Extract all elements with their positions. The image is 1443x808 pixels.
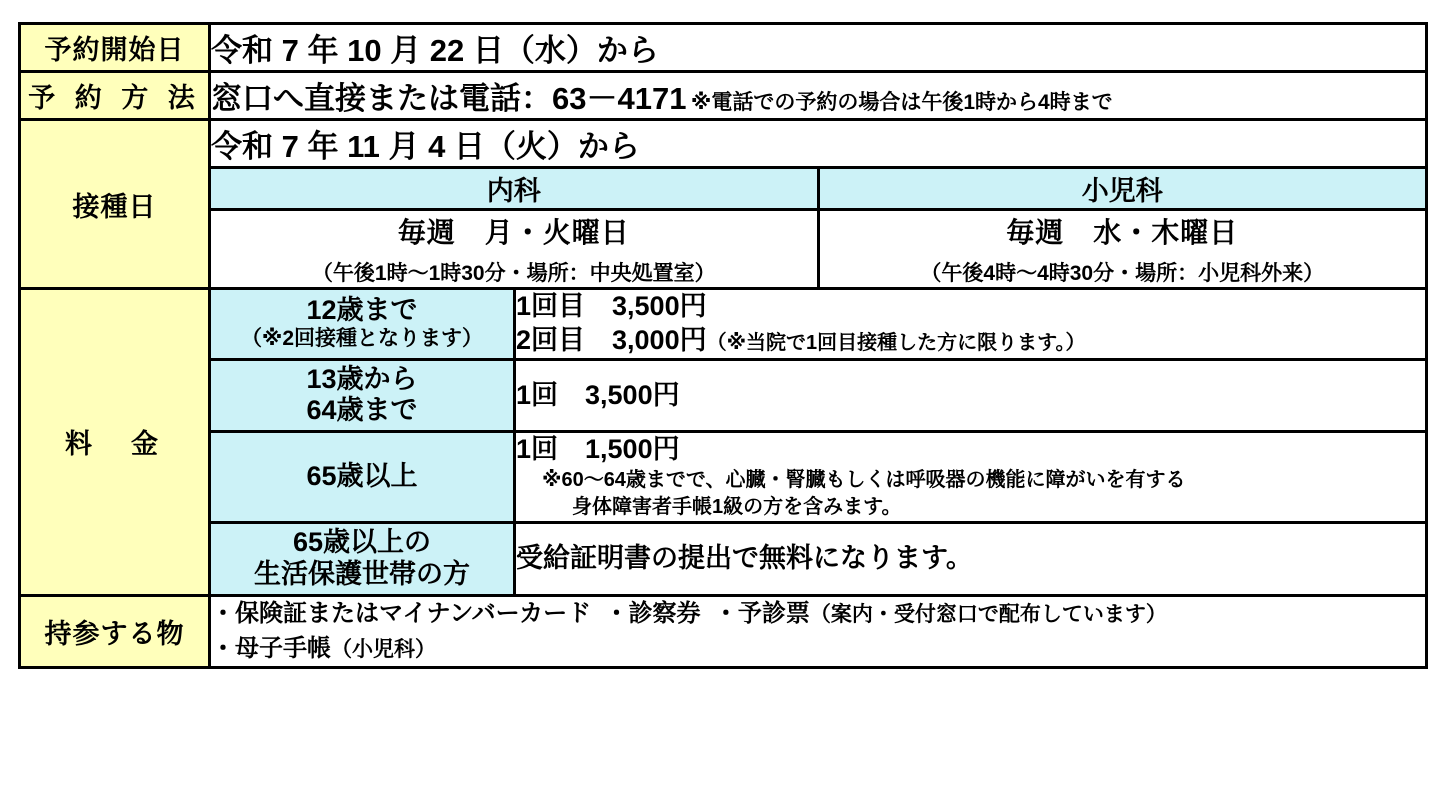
fee-category-welfare-line2: 生活保護世帯の方 — [254, 558, 470, 589]
bring-item-maternal: ・母子手帳 — [211, 634, 331, 662]
row-value-bring — [210, 595, 1427, 668]
row-label-reservation-start: 予約開始日 — [20, 24, 210, 72]
naika-days: 毎週 月・火曜日 — [397, 217, 630, 248]
fee-category-under12-main: 12歳まで — [306, 295, 418, 326]
shonika-detail: （午後4時〜4時30分・場所：小児科外来） — [920, 262, 1325, 285]
row-label-bring: 持参する物 — [20, 595, 210, 668]
row-label-fee: 料 金 — [20, 289, 210, 596]
reservation-method-note: ※電話での予約の場合は午後1時から4時まで — [690, 91, 1113, 114]
bring-item-maternal-note: （小児科） — [331, 637, 436, 661]
fee-category-under12 — [210, 289, 515, 360]
bring-item-card: ・診察券 — [604, 599, 701, 627]
vaccination-day-inner-table — [211, 121, 1425, 287]
table-row-fee-welfare — [20, 523, 1427, 596]
fee-under12-line1: 1回目 3,500円 — [516, 291, 707, 321]
row-label-reservation-method: 予 約 方 法 — [20, 72, 210, 120]
reservation-method-main: 窓口へ直接または電話：63－4171 — [211, 81, 687, 116]
vaccination-start-cell — [211, 121, 1425, 168]
bring-line-1 — [211, 597, 1425, 632]
fee-category-under12-sub: （※2回接種となります） — [240, 327, 484, 351]
fee-under12-line2-note: （※当院で1回目接種した方に限ります。） — [706, 331, 1086, 354]
department-detail-shonika — [818, 210, 1425, 288]
row-label-vaccination-day: 接種日 — [20, 120, 210, 289]
fee-value-under12 — [515, 289, 1427, 360]
row-value-vaccination-day — [210, 120, 1427, 289]
fee-category-welfare — [210, 523, 515, 596]
department-header-row — [211, 168, 1425, 210]
vaccination-start-text: 令和 7 年 11 月 4 日（火）から — [211, 129, 640, 164]
bring-item-insurance: ・保険証またはマイナンバーカード — [211, 599, 592, 627]
table-row-fee-65plus — [20, 432, 1427, 523]
fee-category-13to64-line1: 13歳から — [306, 363, 418, 394]
table-row-fee-under12 — [20, 289, 1427, 360]
fee-category-welfare-line1: 65歳以上の — [292, 527, 432, 558]
shonika-days: 毎週 水・木曜日 — [1006, 217, 1239, 248]
department-name-naika: 内科 — [211, 168, 818, 210]
fee-value-65plus — [515, 432, 1427, 523]
bring-item-questionnaire-note: （案内・受付窓口で配布しています） — [809, 602, 1167, 626]
table-row-bring — [20, 595, 1427, 668]
table-row-vaccination-day — [20, 120, 1427, 289]
reservation-start-text: 令和 7 年 10 月 22 日（水）から — [211, 33, 659, 68]
fee-welfare-line1: 受給証明書の提出で無料になります。 — [516, 543, 973, 573]
fee-under12-line2: 2回目 3,000円 — [516, 324, 707, 355]
department-detail-naika — [211, 210, 818, 288]
fee-65plus-note2: 身体障害者手帳1級の方を含みます。 — [572, 496, 902, 518]
fee-value-13to64 — [515, 359, 1427, 432]
table-row-fee-13to64 — [20, 359, 1427, 432]
fee-category-13to64 — [210, 359, 515, 432]
row-value-reservation-method — [210, 72, 1427, 120]
fee-65plus-line1: 1回 1,500円 — [516, 434, 680, 465]
fee-under12-line2-wrap — [516, 324, 1425, 358]
vaccination-start-row — [211, 121, 1425, 168]
row-value-reservation-start — [210, 24, 1427, 72]
fee-category-13to64-line2: 64歳まで — [306, 395, 418, 426]
fee-value-welfare — [515, 523, 1427, 596]
department-name-shonika: 小児科 — [818, 168, 1425, 210]
department-detail-row — [211, 210, 1425, 288]
bring-item-questionnaire: ・予診票 — [713, 599, 810, 627]
fee-category-65plus: 65歳以上 — [210, 432, 515, 523]
fee-13to64-line1: 1回 3,500円 — [516, 379, 680, 410]
fee-65plus-note1: ※60〜64歳までで、心臓・腎臓もしくは呼吸器の機能に障がいを有する — [542, 469, 1186, 491]
bring-line-2 — [211, 632, 1425, 667]
info-table — [18, 22, 1428, 669]
table-row-reservation-method — [20, 72, 1427, 120]
naika-detail: （午後1時〜1時30分・場所：中央処置室） — [311, 262, 716, 285]
table-row-reservation-start — [20, 24, 1427, 72]
